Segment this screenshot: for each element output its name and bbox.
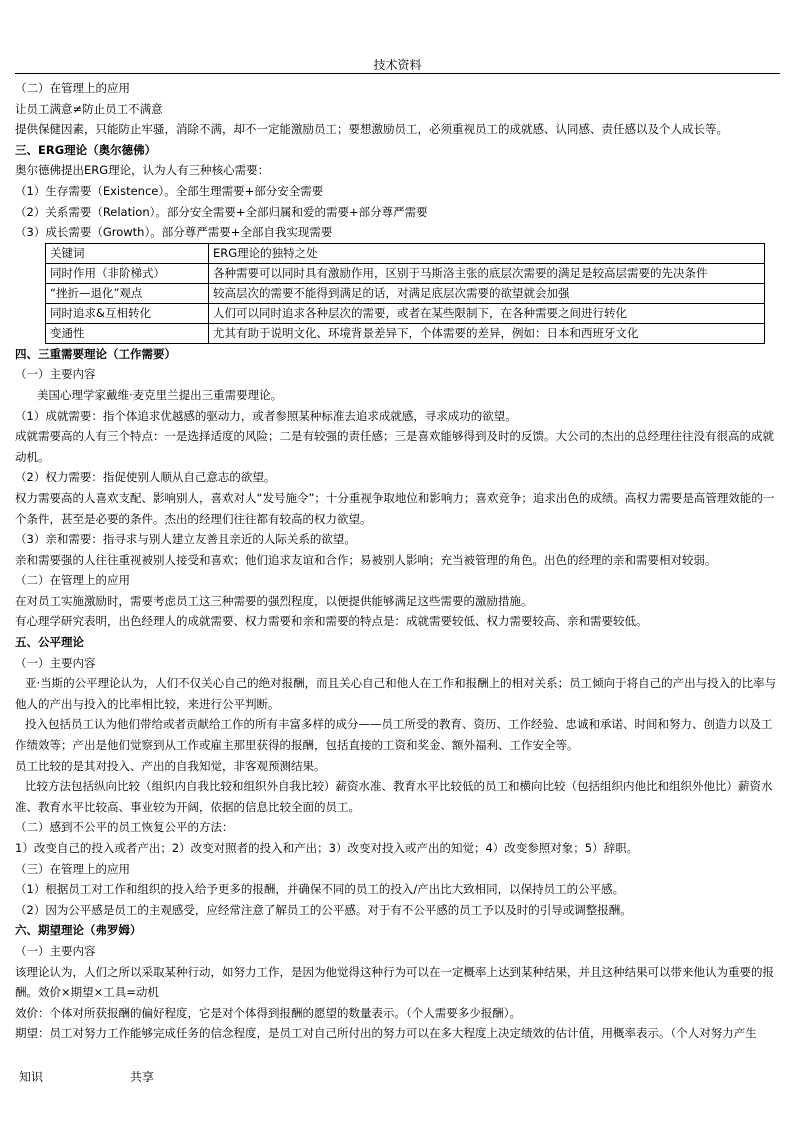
- table-header-row: [46, 243, 765, 263]
- table-cell: 同时作用（非阶梯式）: [46, 263, 209, 283]
- paragraph: 有心理学研究表明，出色经理人的成就需要、权力需要和亲和需要的特点是：成就需要较低、权力需要较高、亲和需要较低。: [15, 614, 648, 629]
- paragraph: 该理论认为，人们之所以采取某种行动，如努力工作，是因为他觉得这种行为可以在一定概率上达到某种结果，并且这种结果可以带来他认为重要的报酬。效价×期望×工具=动机: [15, 964, 774, 1000]
- paragraph: 成就需要高的人有三个特点：一是选择适度的风险；二是有较强的责任感；三是喜欢能够得到及时的反馈。大公司的杰出的总经理往往没有很高的成就动机。: [15, 429, 774, 464]
- table-cell: 人们可以同时追求各种层次的需要，或者在某些限制下，在各种需要之间进行转化: [209, 303, 765, 323]
- table-row: [46, 323, 765, 343]
- paragraph: 比较方法包括纵向比较（组织内自我比较和组织外自我比较）薪资水准、教育水平比较低的员工和横向比较（包括组织内他比和组织外他比）薪资水准、教育水平比较高、事业较为开阔，依据的信息比较全面的员工。: [15, 779, 773, 814]
- table-cell: “挫折—退化”观点: [46, 283, 209, 303]
- erg-comparison-table: [45, 243, 765, 344]
- section-heading: 四、三重需要理论（工作需要）: [15, 346, 176, 361]
- page-header: 技术资料: [373, 58, 422, 72]
- table-cell: 同时追求&互相转化: [46, 303, 209, 323]
- paragraph: 在对员工实施激励时，需要考虑员工这三种需要的强烈程度，以便提供能够满足这些需要的激励措施。: [15, 593, 533, 608]
- footer-left-text: 知识: [19, 1070, 44, 1084]
- paragraph: 1）改变自己的投入或者产出；2）改变对照者的投入和产出；3）改变对投入或产出的知觉；4）改变参照对象；5）辞职。: [15, 841, 639, 855]
- footer-right-text: 共享: [130, 1070, 155, 1084]
- table-cell: 尤其有助于说明文化、环境背景差异下，个体需要的差异，例如：日本和西班牙文化: [209, 323, 765, 343]
- table-row: [46, 283, 765, 303]
- section-heading: 五、公平理论: [15, 635, 84, 650]
- paragraph: （3）成长需要（Growth）。部分尊严需要+全部自我实现需要: [15, 225, 333, 240]
- paragraph: （1）根据员工对工作和组织的投入给予更多的报酬，并确保不同的员工的投入/产出比大致相同，以保持员工的公平感。: [15, 882, 625, 897]
- paragraph: （1）生存需要（Existence）。全部生理需要+部分安全需要: [15, 183, 324, 198]
- paragraph: 让员工满意≠防止员工不满意: [15, 101, 163, 116]
- subsection-heading: （二）在管理上的应用: [15, 573, 130, 588]
- section-heading: 六、期望理论（弗罗姆）: [15, 923, 142, 938]
- subsection-heading: （一）主要内容: [15, 367, 96, 382]
- paragraph: 效价：个体对所获报酬的偏好程度，它是对个体得到报酬的愿望的数量表示。（个人需要多少报酬）。: [15, 1005, 521, 1020]
- paragraph: 期望：员工对努力工作能够完成任务的信念程度，是员工对自己所付出的努力可以在多大程度上决定绩效的估计值，用概率表示。（个人对努力产生: [15, 1026, 757, 1041]
- paragraph: （3）亲和需要：指寻求与别人建立友善且亲近的人际关系的欲望。: [15, 532, 356, 547]
- subsection-heading: （一）主要内容: [15, 655, 96, 670]
- paragraph: 美国心理学家戴维·麦克里兰提出三重需要理论。: [37, 387, 283, 402]
- paragraph: 员工比较的是其对投入、产出的自我知觉，非客观预测结果。: [15, 758, 326, 773]
- header-divider: [15, 73, 780, 74]
- table-row: [46, 303, 765, 323]
- paragraph: 投入包括员工认为他们带给或者贡献给工作的所有丰富多样的成分——员工所受的教育、资历、工作经验、忠诚和承诺、时间和努力、创造力以及工作绩效等；产出是他们觉察到从工作或雇主那里获得的报酬，包括直接的工资和奖金、额外福利、工作安全等。: [15, 717, 773, 753]
- paragraph: 亚·当斯的公平理论认为，人们不仅关心自己的绝对报酬，而且关心自己和他人在工作和报酬上的相对关系；员工倾向于将自己的产出与投入的比率与他人的产出与投入的比率相比较，来进行公平判断。: [15, 676, 777, 711]
- paragraph: （2）因为公平感是员工的主观感受，应经常注意了解员工的公平感。对于有不公平感的员工予以及时的引导或调整报酬。: [15, 902, 632, 917]
- paragraph: 权力需要高的人喜欢支配、影响别人，喜欢对人“发号施令”；十分重视争取地位和影响力；喜欢竞争；追求出色的成绩。高权力需要是高管理效能的一个条件，甚至是必要的条件。杰出的经理们往往都有较高的权力欲望。: [15, 490, 775, 526]
- paragraph: （2）权力需要：指促使别人顺从自己意志的欲望。: [15, 470, 276, 485]
- paragraph: （1）成就需要：指个体追求优越感的驱动力，或者参照某种标准去追求成就感，寻求成功的欲望。: [15, 408, 517, 423]
- subsection-heading: （三）在管理上的应用: [15, 861, 130, 876]
- paragraph: 奥尔德佛提出ERG理论，认为人有三种核心需要：: [15, 163, 270, 178]
- table-header-cell: ERG理论的独特之处: [209, 243, 765, 263]
- table-cell: 各种需要可以同时具有激励作用，区别于马斯洛主张的底层次需要的满足是较高层需要的先决条件: [209, 263, 765, 283]
- document-body: [15, 78, 780, 1044]
- paragraph: （2）关系需要（Relation）。部分安全需要+全部归属和爱的需要+部分尊严需要: [15, 204, 428, 219]
- paragraph: 提供保健因素，只能防止牢骚，消除不满，却不一定能激励员工；要想激励员工，必须重视员工的成就感、认同感、责任感以及个人成长等。: [15, 122, 728, 137]
- table-cell: 变通性: [46, 323, 209, 343]
- paragraph: 亲和需要强的人往往重视被别人接受和喜欢；他们追求友谊和合作；易被别人影响；充当被管理的角色。出色的经理的亲和需要相对较弱。: [15, 552, 717, 567]
- paragraph: （二）在管理上的应用: [15, 81, 130, 95]
- table-row: [46, 263, 765, 283]
- section-heading: 三、ERG理论（奥尔德佛）: [15, 142, 157, 157]
- subsection-heading: （一）主要内容: [15, 943, 96, 958]
- table-cell: 较高层次的需要不能得到满足的话，对满足底层次需要的欲望就会加强: [209, 283, 765, 303]
- table-header-cell: 关键词: [46, 243, 209, 263]
- subsection-heading: （二）感到不公平的员工恢复公平的方法：: [15, 820, 234, 835]
